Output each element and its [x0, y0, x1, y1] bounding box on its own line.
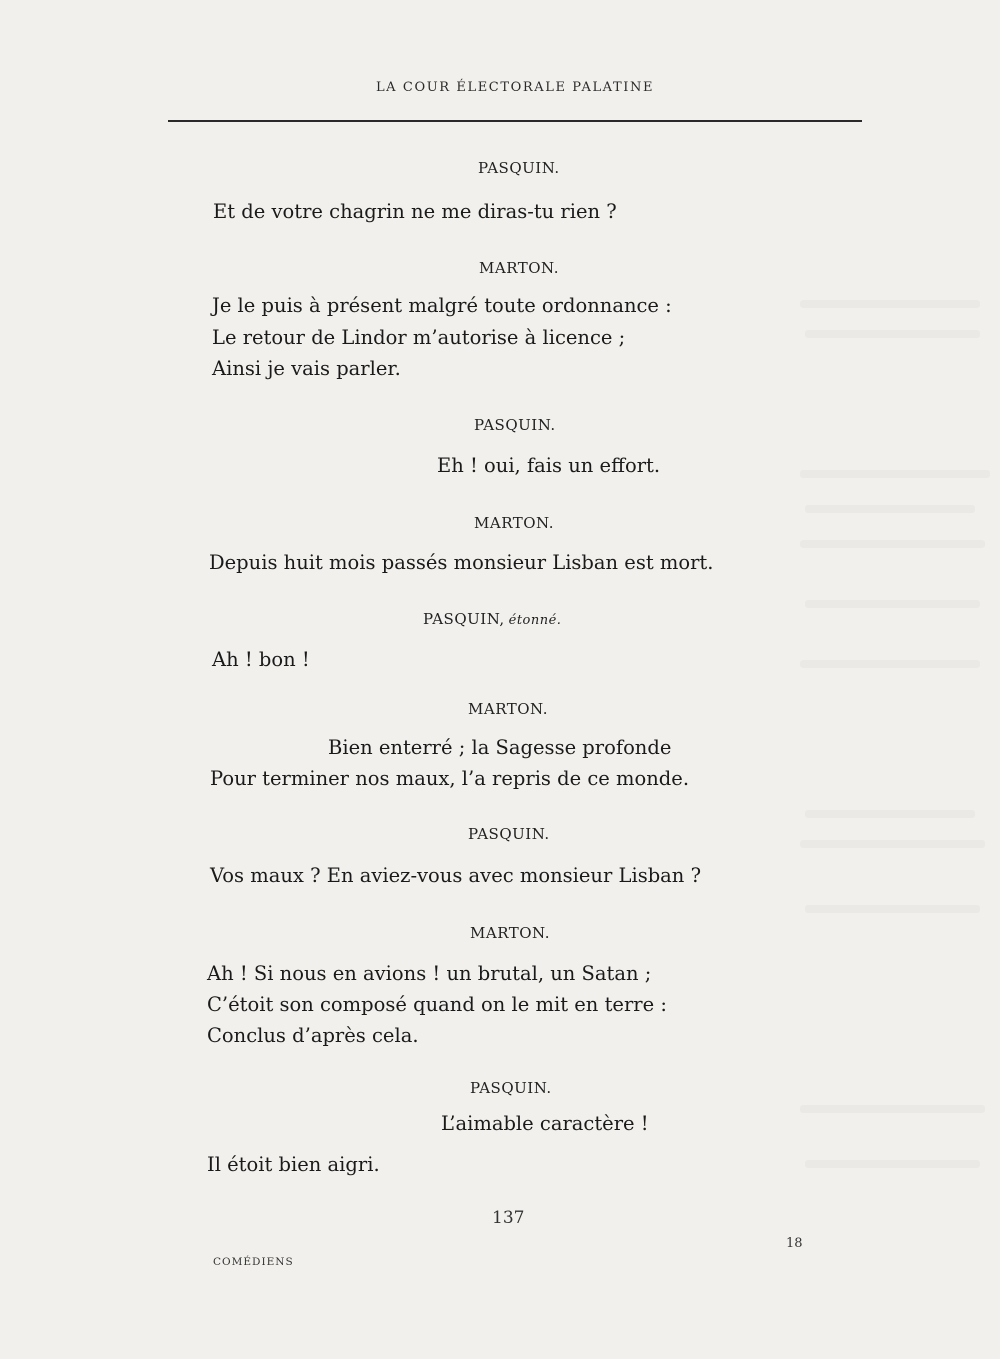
- verse-line: Ah ! Si nous en avions ! un brutal, un Satan ;: [207, 962, 652, 985]
- verse-line: C’étoit son composé quand on le mit en terre :: [207, 993, 667, 1016]
- speaker-name: MARTON.: [468, 700, 548, 718]
- speaker-name: MARTON.: [474, 514, 554, 532]
- verse-line: Depuis huit mois passés monsieur Lisban est mort.: [209, 551, 714, 574]
- speaker-name: MARTON.: [470, 924, 550, 942]
- speaker-name: PASQUIN.: [470, 1079, 552, 1097]
- header-rule: [168, 120, 862, 122]
- speaker-name: MARTON.: [479, 259, 559, 277]
- verse-line: Conclus d’après cela.: [207, 1024, 419, 1047]
- sheet-number: 18: [786, 1236, 803, 1251]
- verse-line: Ainsi je vais parler.: [212, 357, 401, 380]
- running-header: LA COUR ÉLECTORALE PALATINE: [375, 80, 655, 95]
- stage-direction: étonné.: [508, 613, 562, 628]
- speaker-name: PASQUIN.: [478, 159, 560, 177]
- speaker-name: PASQUIN.: [468, 825, 550, 843]
- verse-line: Il étoit bien aigri.: [207, 1153, 380, 1176]
- verse-line: Je le puis à présent malgré toute ordonnance :: [212, 294, 672, 317]
- page-number: 137: [492, 1208, 525, 1228]
- verse-line: L’aimable caractère !: [441, 1112, 649, 1135]
- speaker-label: PASQUIN,: [423, 610, 505, 628]
- verse-line: Bien enterré ; la Sagesse profonde: [328, 736, 672, 759]
- verse-line: Ah ! bon !: [212, 648, 310, 671]
- verse-line: Le retour de Lindor m’autorise à licence ;: [212, 326, 626, 349]
- speaker-name: [423, 610, 561, 628]
- signature-mark: COMÉDIENS: [213, 1256, 294, 1268]
- speaker-name: PASQUIN.: [474, 416, 556, 434]
- verse-line: Vos maux ? En aviez-vous avec monsieur Lisban ?: [210, 864, 702, 887]
- verse-line: Et de votre chagrin ne me diras-tu rien ?: [213, 200, 617, 223]
- verse-line: Eh ! oui, fais un effort.: [437, 454, 661, 477]
- verse-line: Pour terminer nos maux, l’a repris de ce monde.: [210, 767, 690, 790]
